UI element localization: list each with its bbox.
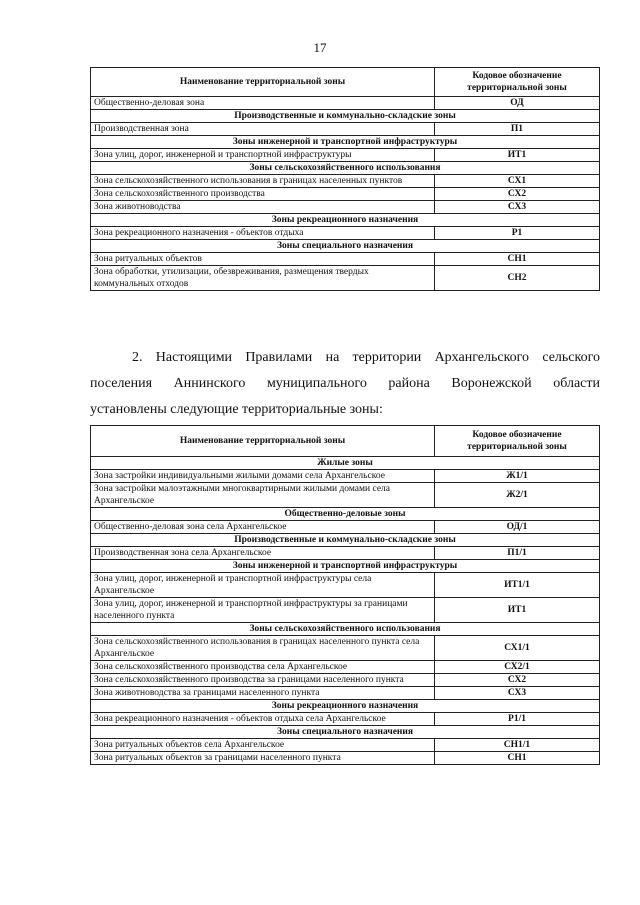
- table-row: [91, 470, 600, 483]
- section-row: [91, 457, 600, 470]
- table-row: [91, 149, 600, 162]
- table-row: [91, 188, 600, 201]
- zone-code: СХ3: [435, 201, 600, 214]
- section-row: [91, 700, 600, 713]
- zone-code: П1/1: [435, 547, 600, 560]
- zone-name: Общественно-деловая зона: [91, 97, 435, 110]
- section-row: [91, 214, 600, 227]
- zone-name: Производственная зона: [91, 123, 435, 136]
- zone-code: СН1/1: [435, 739, 600, 752]
- table-row: [91, 175, 600, 188]
- table-row: [91, 661, 600, 674]
- zone-name: Зона рекреационного назначения - объектов отдыха села Архангельское: [91, 713, 435, 726]
- zone-name: Зона обработки, утилизации, обезвреживания, размещения твердых коммунальных отходов: [91, 266, 435, 291]
- zone-code: СХ2/1: [435, 661, 600, 674]
- section-row: [91, 534, 600, 547]
- table-row: [91, 636, 600, 661]
- zone-code: СН2: [435, 266, 600, 291]
- table-row: [91, 227, 600, 240]
- zone-code: СН1: [435, 253, 600, 266]
- column-header-code: Кодовое обозначение территориальной зоны: [435, 426, 600, 457]
- table-row: [91, 201, 600, 214]
- paragraph-2: [90, 345, 600, 423]
- section-title: Зоны инженерной и транспортной инфраструктуры: [91, 560, 600, 573]
- zone-code: СХ1: [435, 175, 600, 188]
- zone-name: Зона застройки малоэтажными многоквартирными жилыми домами села Архангельское: [91, 483, 435, 508]
- section-title: Зоны рекреационного назначения: [91, 700, 600, 713]
- section-row: [91, 508, 600, 521]
- section-title: Зоны рекреационного назначения: [91, 214, 600, 227]
- section-title: Зоны сельскохозяйственного использования: [91, 162, 600, 175]
- zone-code: Р1/1: [435, 713, 600, 726]
- page-number: 17: [313, 40, 327, 55]
- table-row: [91, 97, 600, 110]
- section-title: Жилые зоны: [91, 457, 600, 470]
- zone-code: СХ2: [435, 188, 600, 201]
- table-row: [91, 123, 600, 136]
- paragraph-line: поселения Аннинского муниципального района Воронежской области: [90, 376, 600, 391]
- zone-code: ИТ1: [435, 598, 600, 623]
- zone-name: Производственная зона села Архангельское: [91, 547, 435, 560]
- column-header-name: Наименование территориальной зоны: [91, 426, 435, 457]
- zone-code: П1: [435, 123, 600, 136]
- section-row: [91, 162, 600, 175]
- zone-name: Зона сельскохозяйственного использования в границах населенного пункта села Архангельское: [91, 636, 435, 661]
- table-row: [91, 752, 600, 765]
- paragraph-line: 2. Настоящими Правилами на территории Архангельского сельского: [132, 350, 600, 365]
- zone-code: Ж2/1: [435, 483, 600, 508]
- zone-code: ОД: [435, 97, 600, 110]
- section-row: [91, 623, 600, 636]
- zone-name: Зона сельскохозяйственного производства: [91, 188, 435, 201]
- table-row: [91, 598, 600, 623]
- zone-code: СХ1/1: [435, 636, 600, 661]
- zone-name: Зона сельскохозяйственного производства села Архангельское: [91, 661, 435, 674]
- zone-name: Зона улиц, дорог, инженерной и транспортной инфраструктуры села Архангельское: [91, 573, 435, 598]
- section-row: [91, 240, 600, 253]
- zone-code: СХ3: [435, 687, 600, 700]
- section-title: Производственные и коммунально-складские зоны: [91, 110, 600, 123]
- table-row: [91, 521, 600, 534]
- zone-name: Зона ритуальных объектов за границами населенного пункта: [91, 752, 435, 765]
- zone-name: Зона ритуальных объектов села Архангельское: [91, 739, 435, 752]
- zone-code: Р1: [435, 227, 600, 240]
- table-row: [91, 483, 600, 508]
- zone-code: СН1: [435, 752, 600, 765]
- zone-code: Ж1/1: [435, 470, 600, 483]
- zone-name: Зона улиц, дорог, инженерной и транспортной инфраструктуры: [91, 149, 435, 162]
- table-row: [91, 253, 600, 266]
- zones-table-general: [90, 67, 600, 291]
- zone-name: Зона улиц, дорог, инженерной и транспортной инфраструктуры за границами населенного пункта: [91, 598, 435, 623]
- table-row: [91, 547, 600, 560]
- table-body: [91, 457, 600, 765]
- table-row: [91, 713, 600, 726]
- zones-table-arkhangelskoe: [90, 425, 600, 765]
- zone-name: Общественно-деловая зона села Архангельское: [91, 521, 435, 534]
- table-row: [91, 266, 600, 291]
- table-row: [91, 674, 600, 687]
- table-header-row: [91, 68, 600, 97]
- zone-name: Зона рекреационного назначения - объектов отдыха: [91, 227, 435, 240]
- zone-name: Зона животноводства за границами населенного пункта: [91, 687, 435, 700]
- section-row: [91, 560, 600, 573]
- zone-code: СХ2: [435, 674, 600, 687]
- table-row: [91, 687, 600, 700]
- zone-name: Зона застройки индивидуальными жилыми домами села Архангельское: [91, 470, 435, 483]
- table-body: [91, 97, 600, 291]
- table-row: [91, 573, 600, 598]
- section-title: Зоны специального назначения: [91, 726, 600, 739]
- zone-code: ИТ1: [435, 149, 600, 162]
- zone-name: Зона животноводства: [91, 201, 435, 214]
- zone-code: ОД/1: [435, 521, 600, 534]
- section-title: Производственные и коммунально-складские зоны: [91, 534, 600, 547]
- table-row: [91, 739, 600, 752]
- section-title: Зоны специального назначения: [91, 240, 600, 253]
- zone-name: Зона сельскохозяйственного производства за границами населенного пункта: [91, 674, 435, 687]
- zone-name: Зона сельскохозяйственного использования в границах населенных пунктов: [91, 175, 435, 188]
- section-row: [91, 110, 600, 123]
- section-row: [91, 136, 600, 149]
- zone-code: ИТ1/1: [435, 573, 600, 598]
- paragraph-line: установлены следующие территориальные зоны:: [90, 402, 383, 417]
- section-title: Общественно-деловые зоны: [91, 508, 600, 521]
- column-header-code: Кодовое обозначение территориальной зоны: [435, 68, 600, 97]
- section-title: Зоны инженерной и транспортной инфраструктуры: [91, 136, 600, 149]
- zone-name: Зона ритуальных объектов: [91, 253, 435, 266]
- section-row: [91, 726, 600, 739]
- table-header-row: [91, 426, 600, 457]
- section-title: Зоны сельскохозяйственного использования: [91, 623, 600, 636]
- column-header-name: Наименование территориальной зоны: [91, 68, 435, 97]
